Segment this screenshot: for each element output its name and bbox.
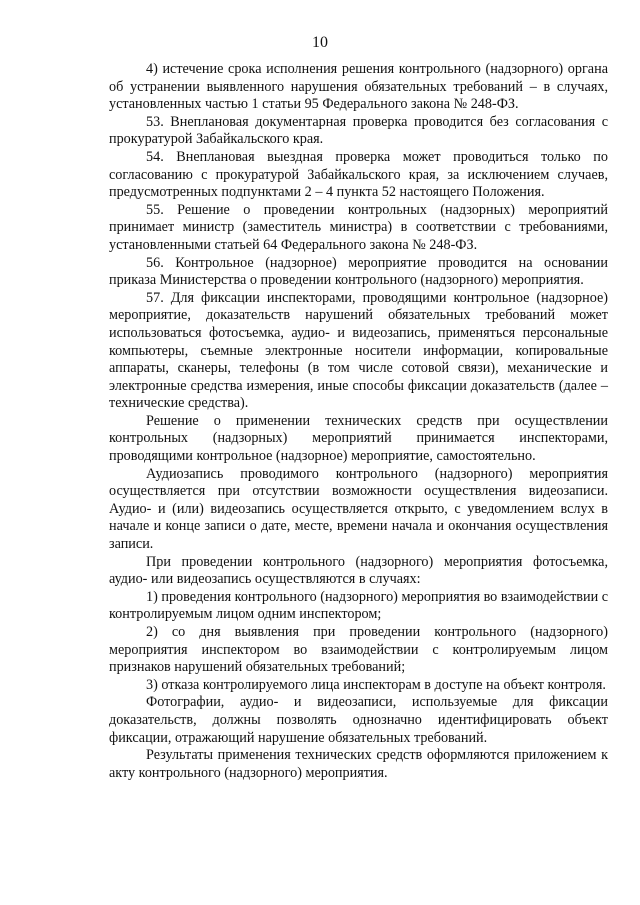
document-body	[109, 61, 608, 782]
paragraph-technical-means-decision: Решение о применении технических средств при осуществлении контрольных (надзорных) мероприятий принимается инспекторами, проводящими контрольное (надзорное) мероприятие, самостоятельно.	[109, 412, 608, 465]
paragraph-item-4: 4) истечение срока исполнения решения контрольного (надзорного) органа об устранении выявленного нарушения обязательных требований – в случаях, установленных частью 1 статьи 95 Федерального закона № 248-ФЗ.	[109, 61, 608, 113]
paragraph-case-2: 2) со дня выявления при проведении контрольного (надзорного) мероприятия инспектором во взаимодействии с контролируемым лицом признаков нарушений обязательных требований;	[109, 624, 608, 676]
paragraph-case-1: 1) проведения контрольного (надзорного) мероприятия во взаимодействии с контролируемым лицом одним инспектором;	[109, 588, 609, 623]
paragraph-audio-recording: Аудиозапись проводимого контрольного (надзорного) мероприятия осуществляется при отсутствии возможности осуществления видеозаписи. Аудио- и (или) видеозапись осуществляется открыто, с уведомлением вслух в начале и конце записи о дате, месте, времени начала и окончания осуществления записи.	[109, 465, 608, 553]
paragraph-54: 54. Внеплановая выездная проверка может проводиться только по согласованию с прокуратурой Забайкальского края, за исключением случаев, предусмотренных подпунктами 2 – 4 пункта 52 настоящего Положения.	[109, 148, 608, 201]
paragraph-55: 55. Решение о проведении контрольных (надзорных) мероприятий принимает министр (заместитель министра) в соответствии с требованиями, установленными статьей 64 Федерального закона № 248-ФЗ.	[109, 201, 608, 253]
paragraph-case-3: 3) отказа контролируемого лица инспекторам в доступе на объект контроля.	[146, 676, 606, 693]
paragraph-photos-identification: Фотографии, аудио- и видеозаписи, используемые для фиксации доказательств, должны позволять однозначно идентифицировать объект фиксации, отражающий нарушение обязательных требований.	[109, 694, 608, 746]
paragraph-53: 53. Внеплановая документарная проверка проводится без согласования с прокуратурой Забайкальского края.	[109, 113, 608, 148]
page-number: 10	[312, 34, 328, 51]
paragraph-57: 57. Для фиксации инспекторами, проводящими контрольное (надзорное) мероприятие, доказательств нарушений обязательных требований может использоваться фотосъемка, аудио- и видеозапись, применяться персональные компьютеры, съемные электронные носители информации, копировальные аппараты, сканеры, телефоны (в том числе сотовой связи), механические и электронные средства измерения, иные способы фиксации доказательств (далее – технические средства).	[109, 289, 608, 412]
paragraph-results: Результаты применения технических средств оформляются приложением к акту контрольного (надзорного) мероприятия.	[109, 747, 608, 781]
paragraph-recording-cases-intro: При проведении контрольного (надзорного) мероприятия фотосъемка, аудио- или видеозапись осуществляются в случаях:	[109, 553, 608, 588]
paragraph-56: 56. Контрольное (надзорное) мероприятие проводится на основании приказа Министерства о проведении контрольного (надзорного) мероприятия.	[109, 254, 608, 289]
